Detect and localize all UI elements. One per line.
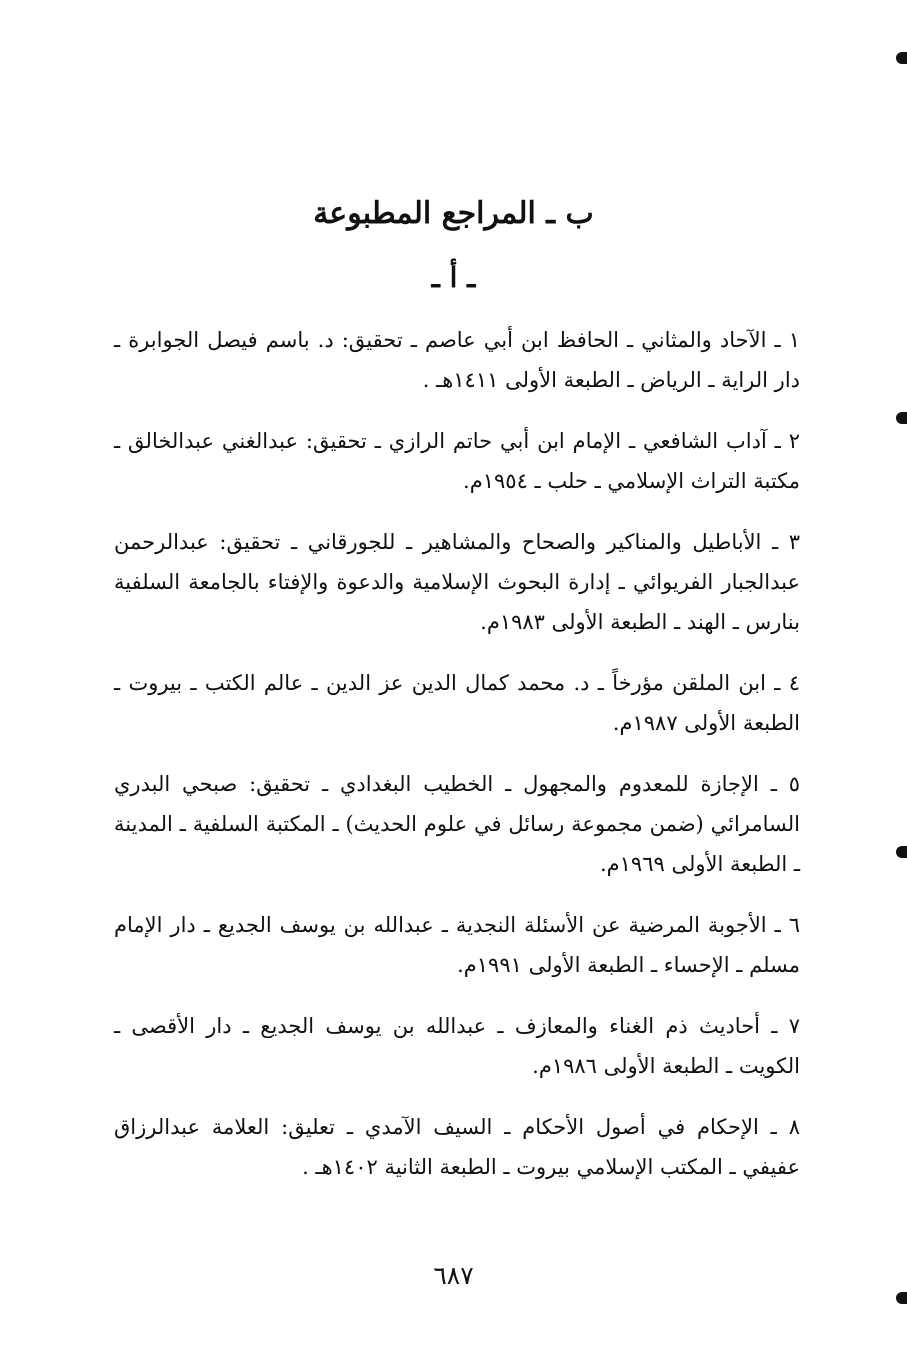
reference-item-3: ٣ ـ الأباطيل والمناكير والصحاح والمشاهير ـ للجورقاني ـ تحقيق: عبدالرحمن عبدالجبار الفريوائي ـ إدارة البحوث الإسلامية والدعوة والإفتاء بالجامعة السلفية بنارس ـ الهند ـ الطبعة الأولى ١٩٨٣م.: [114, 530, 800, 634]
letter-subheading: ـ أ ـ: [431, 261, 476, 294]
scan-edge-mark: [896, 846, 907, 858]
reference-list: [114, 320, 800, 1187]
reference-item-7: ٧ ـ أحاديث ذم الغناء والمعازف ـ عبدالله بن يوسف الجديع ـ دار الأقصى ـ الكويت ـ الطبعة الأولى ١٩٨٦م.: [114, 1014, 800, 1078]
section-heading: ب ـ المراجع المطبوعة: [313, 196, 594, 231]
reference-item-1: ١ ـ الآحاد والمثاني ـ الحافظ ابن أبي عاصم ـ تحقيق: د. باسم فيصل الجوابرة ـ دار الراية ـ الرياض ـ الطبعة الأولى ١٤١١هـ .: [114, 328, 800, 392]
reference-item-2: ٢ ـ آداب الشافعي ـ الإمام ابن أبي حاتم الرازي ـ تحقيق: عبدالغني عبدالخالق ـ مكتبة التراث الإسلامي ـ حلب ـ ١٩٥٤م.: [114, 429, 800, 493]
reference-item-5: ٥ ـ الإجازة للمعدوم والمجهول ـ الخطيب البغدادي ـ تحقيق: صبحي البدري السامرائي (ضمن مجموعة رسائل في علوم الحديث) ـ المكتبة السلفية ـ المدينة ـ الطبعة الأولى ١٩٦٩م.: [114, 772, 800, 876]
page-number: ٦٨٧: [433, 1261, 474, 1290]
reference-item-6: ٦ ـ الأجوبة المرضية عن الأسئلة النجدية ـ عبدالله بن يوسف الجديع ـ دار الإمام مسلم ـ الإحساء ـ الطبعة الأولى ١٩٩١م.: [114, 913, 800, 977]
scan-edge-mark: [896, 412, 907, 424]
reference-item-4: ٤ ـ ابن الملقن مؤرخاً ـ د. محمد كمال الدين عز الدين ـ عالم الكتب ـ بيروت ـ الطبعة الأولى ١٩٨٧م.: [114, 671, 800, 735]
scan-edge-mark: [896, 1292, 907, 1304]
reference-item-8: ٨ ـ الإحكام في أصول الأحكام ـ السيف الآمدي ـ تعليق: العلامة عبدالرزاق عفيفي ـ المكتب الإسلامي بيروت ـ الطبعة الثانية ١٤٠٢هـ .: [114, 1115, 800, 1179]
scan-edge-mark: [896, 52, 907, 64]
